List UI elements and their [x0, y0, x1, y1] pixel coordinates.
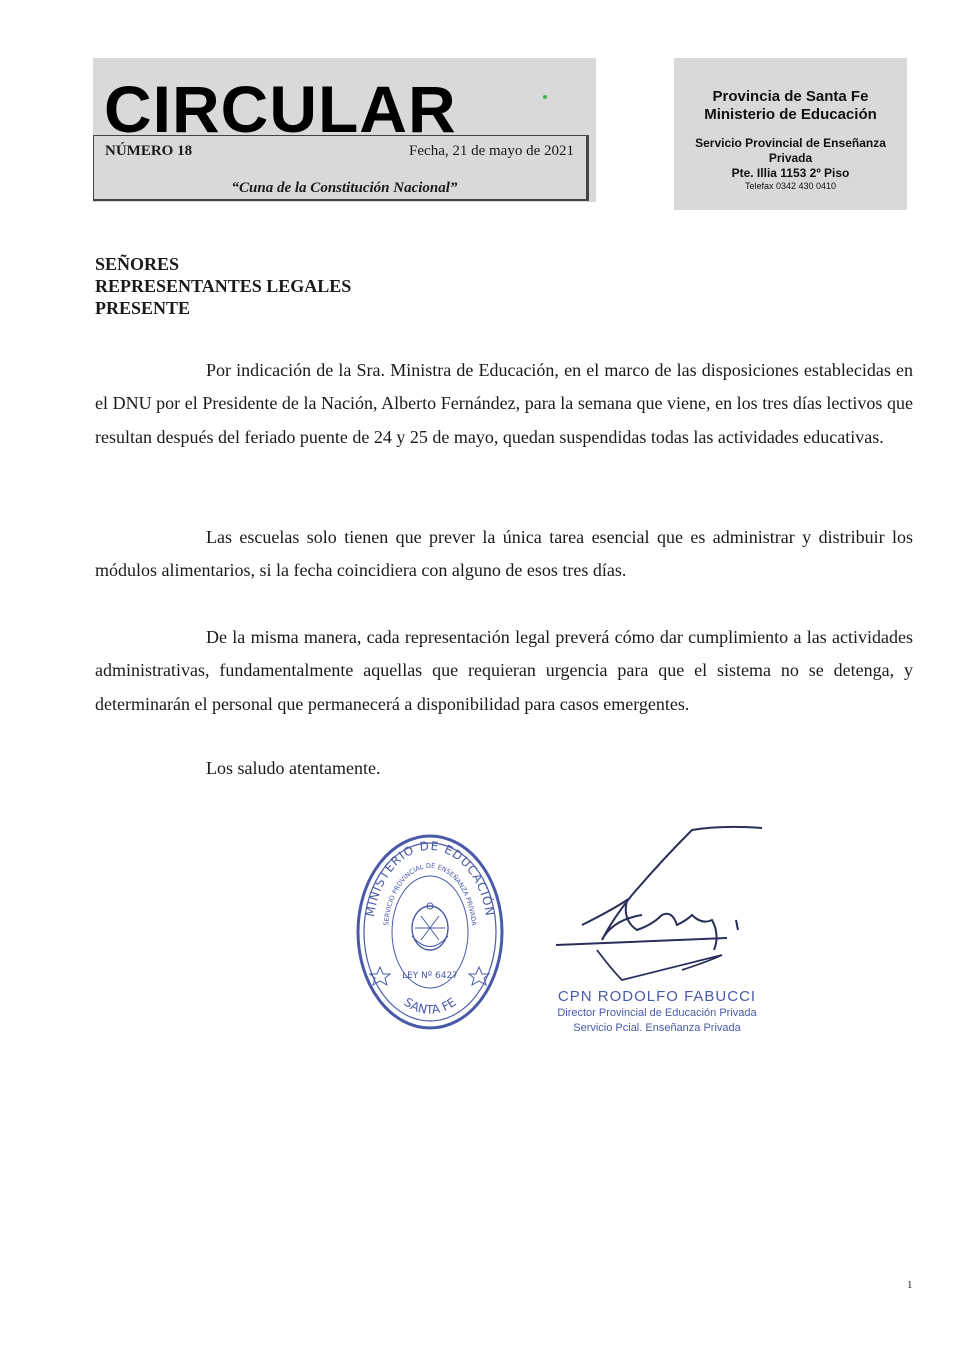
- decorative-dot: [543, 95, 547, 99]
- body-paragraph-1: Por indicación de la Sra. Ministra de Educación, en el marco de las disposiciones establecidas en el DNU por el Presidente de la Nación, Alberto Fernández, para la semana que viene, en los tres días lectivos que resultan después del feriado puente de 24 y 25 de mayo, quedan suspendidas todas las actividades educativas.: [95, 360, 913, 447]
- org-address: Pte. Illia 1153 2º Piso: [731, 166, 850, 180]
- signatory-title: Director Provincial de Educación Privada: [557, 1007, 757, 1019]
- signatory-block: [552, 988, 762, 1036]
- addressee-line: SEÑORES: [95, 254, 180, 274]
- body-paragraph-2: Las escuelas solo tienen que prever la única tarea esencial que es administrar y distribuir los módulos alimentarios, si la fecha coincidiera con alguno de esos tres días.: [95, 527, 913, 581]
- ministry-seal-stamp: [355, 832, 505, 1032]
- circular-motto: “Cuna de la Constitución Nacional”: [231, 180, 458, 196]
- org-ministry: Ministerio de Educación: [704, 106, 877, 123]
- page-number: 1: [907, 1279, 913, 1291]
- signatory-office: Servicio Pcial. Enseñanza Privada: [573, 1022, 741, 1034]
- handwritten-signature: [552, 820, 772, 985]
- svg-text:SERVICIO PROVINCIAL DE ENSEÑAN: SERVICIO PROVINCIAL DE ENSEÑANZA PRIVADA: [382, 861, 478, 927]
- organization-box: [674, 58, 907, 210]
- body-paragraph-3: De la misma manera, cada representación legal preverá cómo dar cumplimiento a las actividades administrativas, fundamentalmente aquellas que requieran urgencia para que el sistema no se detenga, y determinarán el personal que permanecerá a disponibilidad para casos emergentes.: [95, 627, 913, 714]
- addressee-line: REPRESENTANTES LEGALES: [95, 276, 352, 296]
- circular-title: CIRCULAR: [104, 72, 457, 146]
- addressee-line: PRESENTE: [95, 298, 191, 318]
- svg-text:LEY Nº 6427: LEY Nº 6427: [402, 971, 458, 981]
- circular-date: Fecha, 21 de mayo de 2021: [409, 143, 574, 159]
- org-phone: Telefax 0342 430 0410: [744, 181, 837, 191]
- svg-text:MINISTERIO DE EDUCACIÓN: MINISTERIO DE EDUCACIÓN: [362, 838, 498, 918]
- closing-line: Los saludo atentamente.: [206, 758, 381, 778]
- circular-number: NÚMERO 18: [105, 143, 193, 159]
- svg-text:SANTA FE: SANTA FE: [401, 994, 459, 1017]
- signatory-name: CPN RODOLFO FABUCCI: [557, 988, 757, 1005]
- org-province: Provincia de Santa Fe: [712, 88, 869, 105]
- addressee-block: [95, 253, 351, 319]
- org-service: Servicio Provincial de Enseñanza Privada: [695, 136, 886, 165]
